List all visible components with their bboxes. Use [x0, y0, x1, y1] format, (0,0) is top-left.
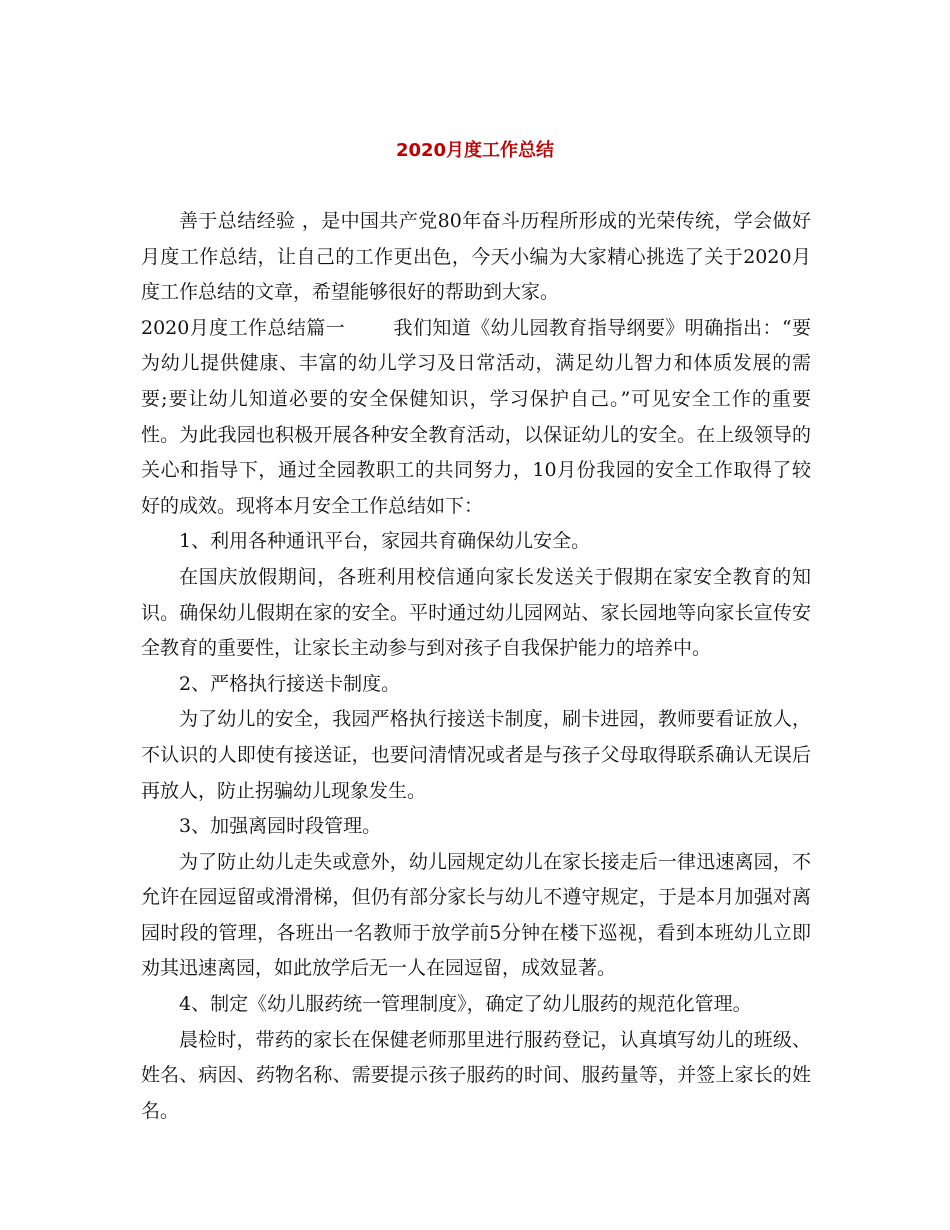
document-body — [141, 204, 811, 1129]
item-body-1: 在国庆放假期间，各班利用校信通向家长发送关于假期在家安全教育的知识。确保幼儿假期在家的安全。平时通过幼儿园网站、家长园地等向家长宣传安全教育的重要性，让家长主动参与到对孩子自我保护能力的培养中。 — [141, 565, 811, 660]
section-heading: 2020月度工作总结篇一 — [141, 316, 346, 339]
document-title: 2020月度工作总结 — [395, 140, 555, 161]
intro-paragraph: 善于总结经验 ，是中国共产党80年奋斗历程所形成的光荣传统，学会做好月度工作总结，让自己的工作更出色，今天小编为大家精心挑选了关于2020月度工作总结的文章，希望能够很好的帮助到大家。 — [141, 210, 811, 304]
section-lead: 我们知道《幼儿园教育指导纲要》明确指出：“要为幼儿提供健康、丰富的幼儿学习及日常活动，满足幼儿智力和体质发展的需要;要让幼儿知道必要的安全保健知识，学习保护自己。”可见安全工作的重要性。为此我园也积极开展各种安全教育活动，以保证幼儿的安全。在上级领导的关心和指导下，通过全园教职工的共同努力，10月份我园的安全工作取得了较好的成效。现将本月安全工作总结如下： — [141, 316, 811, 517]
item-body-2: 为了幼儿的安全，我园严格执行接送卡制度，刷卡进园，教师要看证放人，不认识的人即使有接送证，也要问清情况或者是与孩子父母取得联系确认无误后再放人，防止拐骗幼儿现象发生。 — [141, 708, 811, 802]
item-body-3: 为了防止幼儿走失或意外，幼儿园规定幼儿在家长接走后一律迅速离园，不允许在园逗留或滑滑梯，但仍有部分家长与幼儿不遵守规定，于是本月加强对离园时段的管理，各班出一名教师于放学前5分钟在楼下巡视，看到本班幼儿立即劝其迅速离园，如此放学后无一人在园逗留，成效显著。 — [141, 850, 811, 980]
item-heading-4: 4、制定《幼儿服药统一管理制度》，确定了幼儿服药的规范化管理。 — [179, 993, 752, 1016]
item-body-4: 晨检时，带药的家长在保健老师那里进行服药登记，认真填写幼儿的班级、姓名、病因、药物名称、需要提示孩子服药的时间、服药量等，并签上家长的姓名。 — [141, 1028, 811, 1122]
item-heading-2: 2、严格执行接送卡制度。 — [179, 672, 401, 695]
item-heading-1: 1、利用各种通讯平台，家园共育确保幼儿安全。 — [179, 530, 591, 553]
item-heading-3: 3、加强离园时段管理。 — [179, 815, 382, 838]
section-paragraph — [141, 311, 811, 525]
